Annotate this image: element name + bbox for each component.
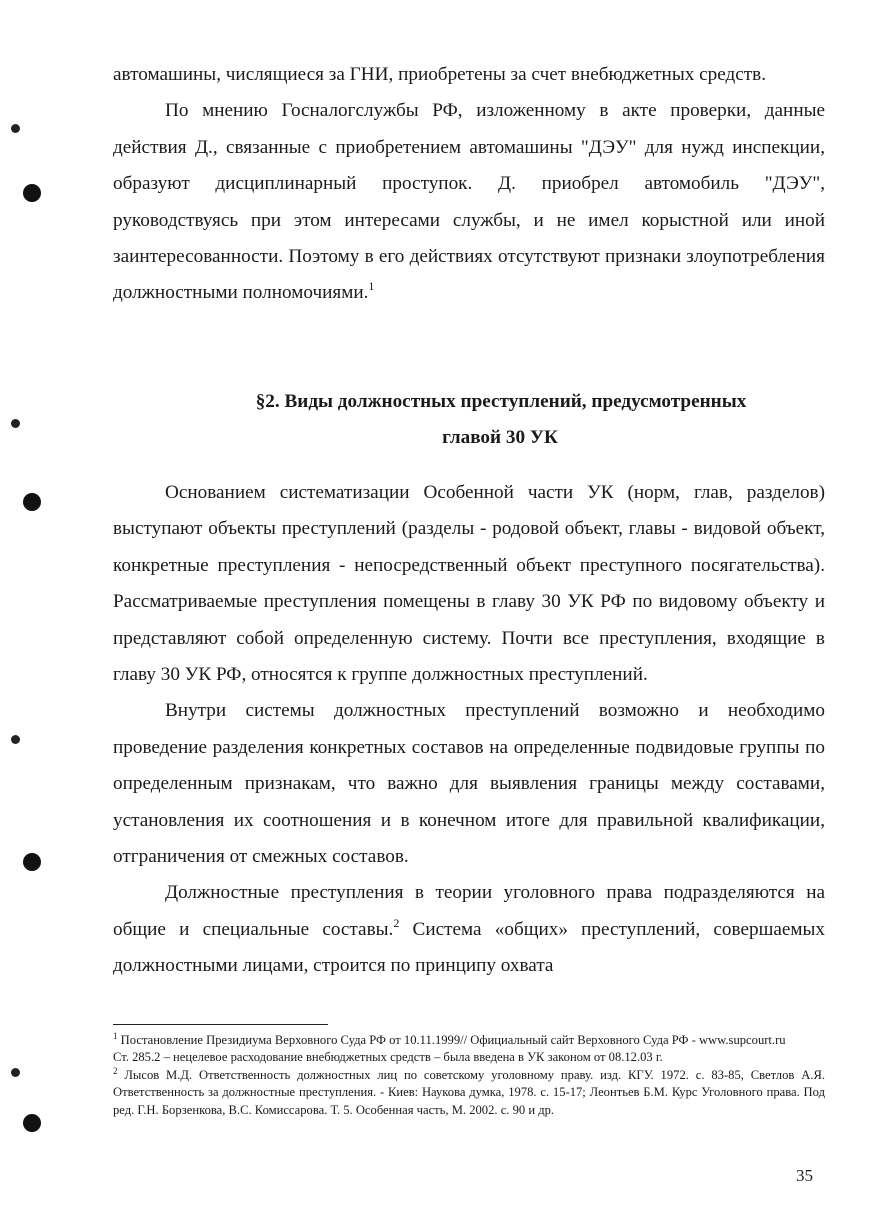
scan-speck xyxy=(11,735,20,744)
footnote xyxy=(113,1067,825,1119)
footnotes xyxy=(113,1032,825,1119)
punch-hole xyxy=(23,853,41,871)
paragraph-text: Должностные преступления в теории уголовного права подразделяются на общие и специальные составы. xyxy=(113,882,825,940)
footnote-mark: 2 xyxy=(113,1065,118,1076)
scan-speck xyxy=(11,124,20,133)
footnote-text: Постановление Президиума Верховного Суда РФ от 10.11.1999// Официальный сайт Верховного Суда РФ - www.supcourt.ru xyxy=(117,1033,786,1047)
footnote-separator xyxy=(113,1024,328,1025)
heading-line: главой 30 УК xyxy=(442,427,558,449)
paragraph xyxy=(113,93,825,311)
heading-line: §2. Виды должностных преступлений, предусмотренных xyxy=(255,391,747,412)
punch-hole xyxy=(23,1114,41,1132)
paragraph-text: По мнению Госналогслужбы РФ, изложенному в акте проверки, данные действия Д., связанные с приобретением автомашины "ДЭУ" для нужд инспекции, образуют дисциплинарный проступок. Д. приобрел автомобиль "ДЭУ", руководствуясь при этом интересами службы, и не имел корыстной или иной заинтересованности. Поэтому в его действиях отсутствуют признаки злоупотребления должностными полномочиями. xyxy=(113,100,825,304)
punch-hole xyxy=(23,493,41,511)
paragraph xyxy=(113,875,825,984)
footnote-mark: 1 xyxy=(113,1031,118,1041)
punch-hole xyxy=(23,184,41,202)
scan-speck xyxy=(11,1068,20,1077)
main-text-block xyxy=(113,475,825,985)
scan-speck xyxy=(11,419,20,428)
paragraph-text: Система «общих» преступлений, совершаемых должностными лицами, строится по принципу охвата xyxy=(113,918,826,977)
footnote xyxy=(113,1032,825,1049)
section-heading xyxy=(113,384,825,457)
paragraph: Основанием систематизации Особенной части УК (норм, глав, разделов) выступают объекты преступлений (разделы - родовой объект, главы - видовой объект, конкретные преступления - непосредственный объект преступного посягательства). Рассматриваемые преступления помещены в главу 30 УК РФ по видовому объекту и представляют собой определенную систему. Почти все преступления, входящие в главу 30 УК РФ, относятся к группе должностных преступлений. xyxy=(113,482,825,686)
paragraph: Внутри системы должностных преступлений возможно и необходимо проведение разделения конкретных составов на определенные подвидовые группы по определенным признакам, что важно для выявления границы между составами, установления их соотношения и в конечном итоге для правильной квалификации, отграничения от смежных составов. xyxy=(113,700,825,868)
top-text-block xyxy=(113,57,825,312)
footnote: Ст. 285.2 – нецелевое расходование внебюджетных средств – была введена в УК законом от 08.12.03 г. xyxy=(113,1050,663,1065)
footnote-text: Лысов М.Д. Ответственность должностных лиц по советскому уголовному праву. изд. КГУ. 1972. с. 83-85, Светлов А.Я. Ответственность за должностные преступления. - Киев: Наукова думка, 1978. с. 15-17; Леонтьев Б.М. Курс Уголовного права. Под ред. Г.Н. Борзенкова, В.С. Комиссарова. Т. 5. Особенная часть, М. 2002. с. 90 и др. xyxy=(113,1067,825,1117)
footnote-reference: 2 xyxy=(393,915,400,930)
paragraph: автомашины, числящиеся за ГНИ, приобретены за счет внебюджетных средств. xyxy=(113,64,766,85)
page-number: 35 xyxy=(796,1166,813,1185)
footnote-reference: 1 xyxy=(368,279,375,294)
